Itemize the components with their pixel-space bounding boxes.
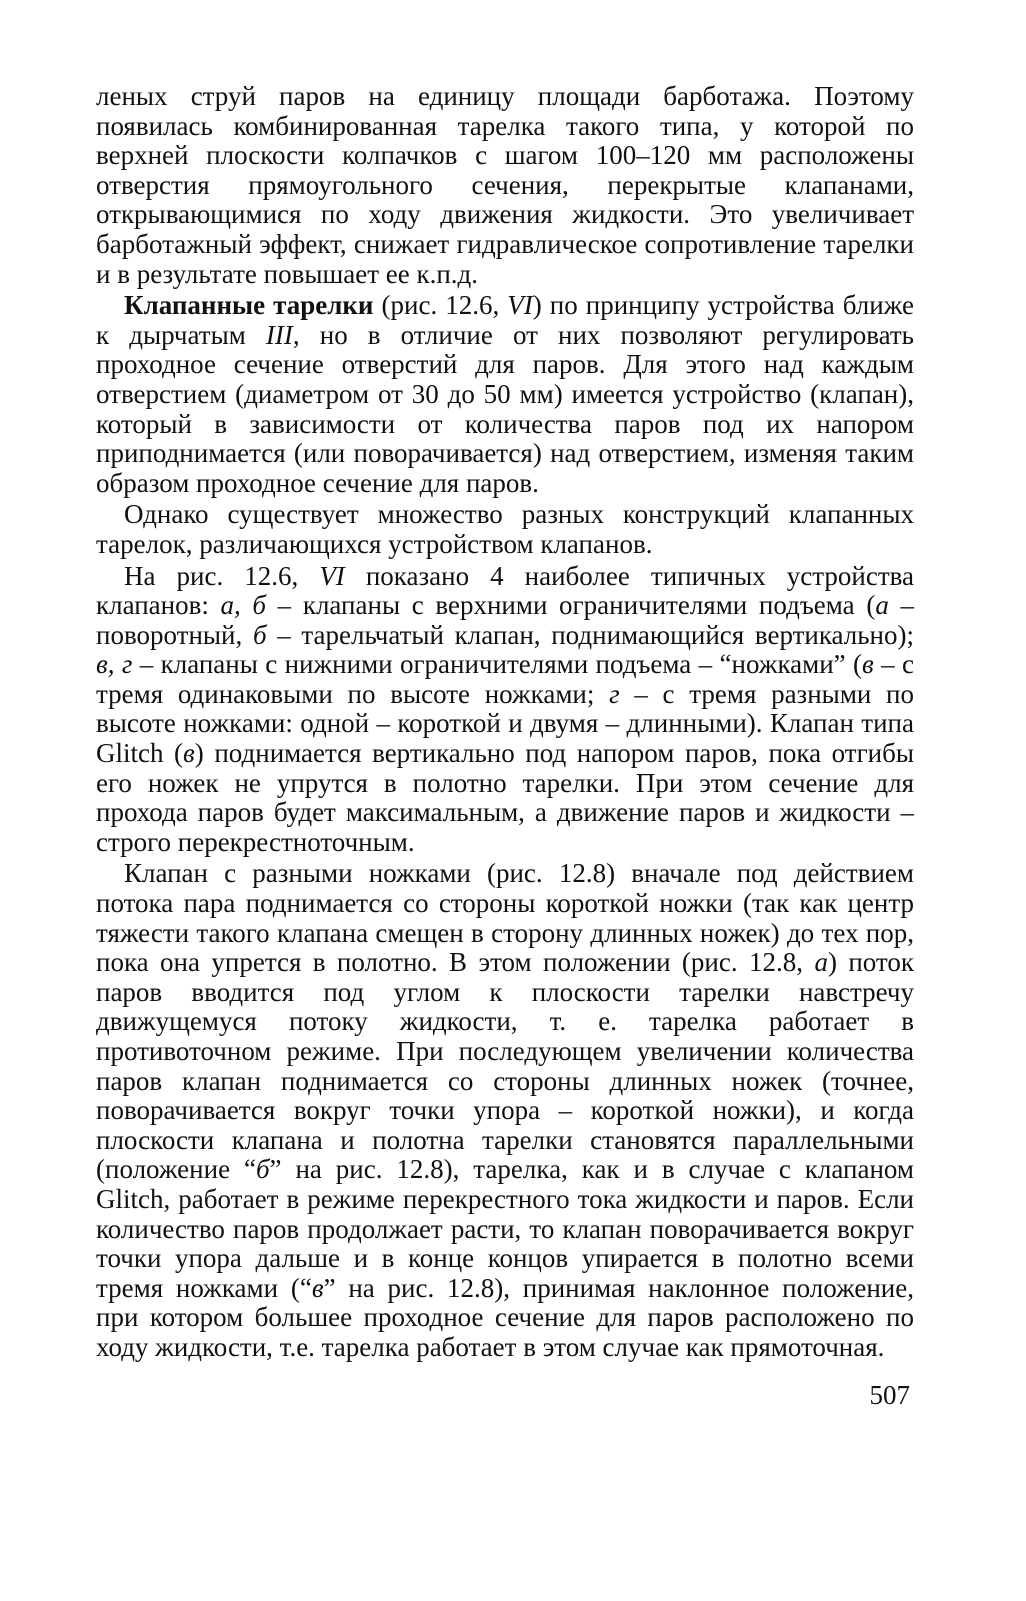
italic-span: VI [319,560,345,591]
paragraph-5 [96,859,914,1362]
italic-span: г [609,678,620,709]
italic-span: в [311,1272,324,1303]
italic-span: в, г [96,649,133,680]
italic-span: а [875,590,889,621]
text-span: – с тремя разными по высоте ножками: одной – короткой и двумя – длинными). Клапан типа Glitch ( [96,678,915,769]
paragraph-3 [96,500,914,559]
text-span: ) по принципу устройства ближе к дырчатым [96,290,914,350]
text-span: (рис. 12.6, [373,290,508,321]
text-span: показано 4 наиболее типичных устройства клапанов: [96,560,915,621]
text-span: леных струй паров на единицу площади барботажа. Поэтому появилась комбинированная тарелка такого типа, у которой по верхней плоскости колпачков с шагом 100–120 мм расположены отверстия прямоугольного сечения, перекрытые клапанами, открывающимися по ходу движения жидкости. Это увеличивает барботажный эффект, снижает гидравлическое сопротивление тарелки и в результате повышает ее к.п.д. [96,81,914,289]
text-span: Однако существует множество разных конструкций клапанных тарелок, различающихся устройством клапанов. [96,499,914,559]
text-span: – поворотный, [96,590,914,650]
text-span: – тарельчатый клапан, поднимающийся вертикально); [266,619,914,650]
text-span: , но в отличие от них позволяют регулировать проходное сечение отверстий для паров. Для этого над каждым отверстием (диаметром от 30 до 50 мм) имеется устройство (клапан), который в зависимости от количества паров под их напором приподнимается (или поворачивается) над отверстием, изменяя таким образом проходное сечение для паров. [96,319,914,498]
page-body [96,82,914,1363]
italic-span: б [252,619,267,650]
text-span: Клапан с разными ножками (рис. 12.8) вначале под действием потока пара поднимается со стороны короткой ножки (так как центр тяжести такого клапана смещен в сторону длинных ножек) до тех пор, пока она упрется в полотно. В этом положении (рис. 12.8, [96,858,914,978]
italic-span: VI [507,290,533,321]
paragraph-4 [96,562,914,858]
text-span: ) поток паров вводится под углом к плоскости тарелки навстречу движущемуся потоку жидкости, т. е. тарелка работает в противоточном режиме. При последующем увеличении количества паров клапан поднимается со стороны длинных ножек (точнее, поворачивается вокруг точки упора – короткой ножки), и когда плоскости клапана и полотна тарелки становятся параллельными (положение “ [96,947,914,1185]
text-span: На рис. 12.6, [124,560,320,591]
text-span: ” на рис. 12.8), тарелка, как и в случае с клапаном Glitch, работает в режиме перекрестного тока жидкости и паров. Если количество паров продолжает расти, то клапан поворачивается вокруг точки упора дальше и в конце концов упирается в полотно всеми тремя ножками (“ [96,1154,914,1303]
text-span: – клапаны с верхними ограничителями подъема ( [266,590,876,621]
italic-span: III [265,319,293,350]
italic-span: в [183,738,195,769]
text-span: – с тремя одинаковыми по высоте ножками; [96,649,914,709]
italic-span: а [814,947,828,978]
italic-span: б [255,1154,270,1185]
paragraph-2 [96,291,914,498]
text-span: – клапаны с нижними ограничителями подъема – “ножками” ( [132,649,863,680]
italic-span: в [862,649,874,680]
text-span: ” на рис. 12.8), принимая наклонное положение, при котором большее проходное сечение для паров расположено по ходу жидкости, т.е. тарелка работает в этом случае как прямоточная. [96,1272,914,1362]
paragraph-1 [96,82,914,289]
italic-span: а, б [220,590,267,621]
page-number: 507 [869,1380,910,1410]
text-span: ) поднимается вертикально под напором паров, пока отгибы его ножек не упрутся в полотно тарелки. При этом сечение для прохода паров будет максимальным, а движение паров и жидкости – строго перекрестноточным. [96,738,914,857]
term-valve-trays: Клапанные тарелки [124,290,374,321]
